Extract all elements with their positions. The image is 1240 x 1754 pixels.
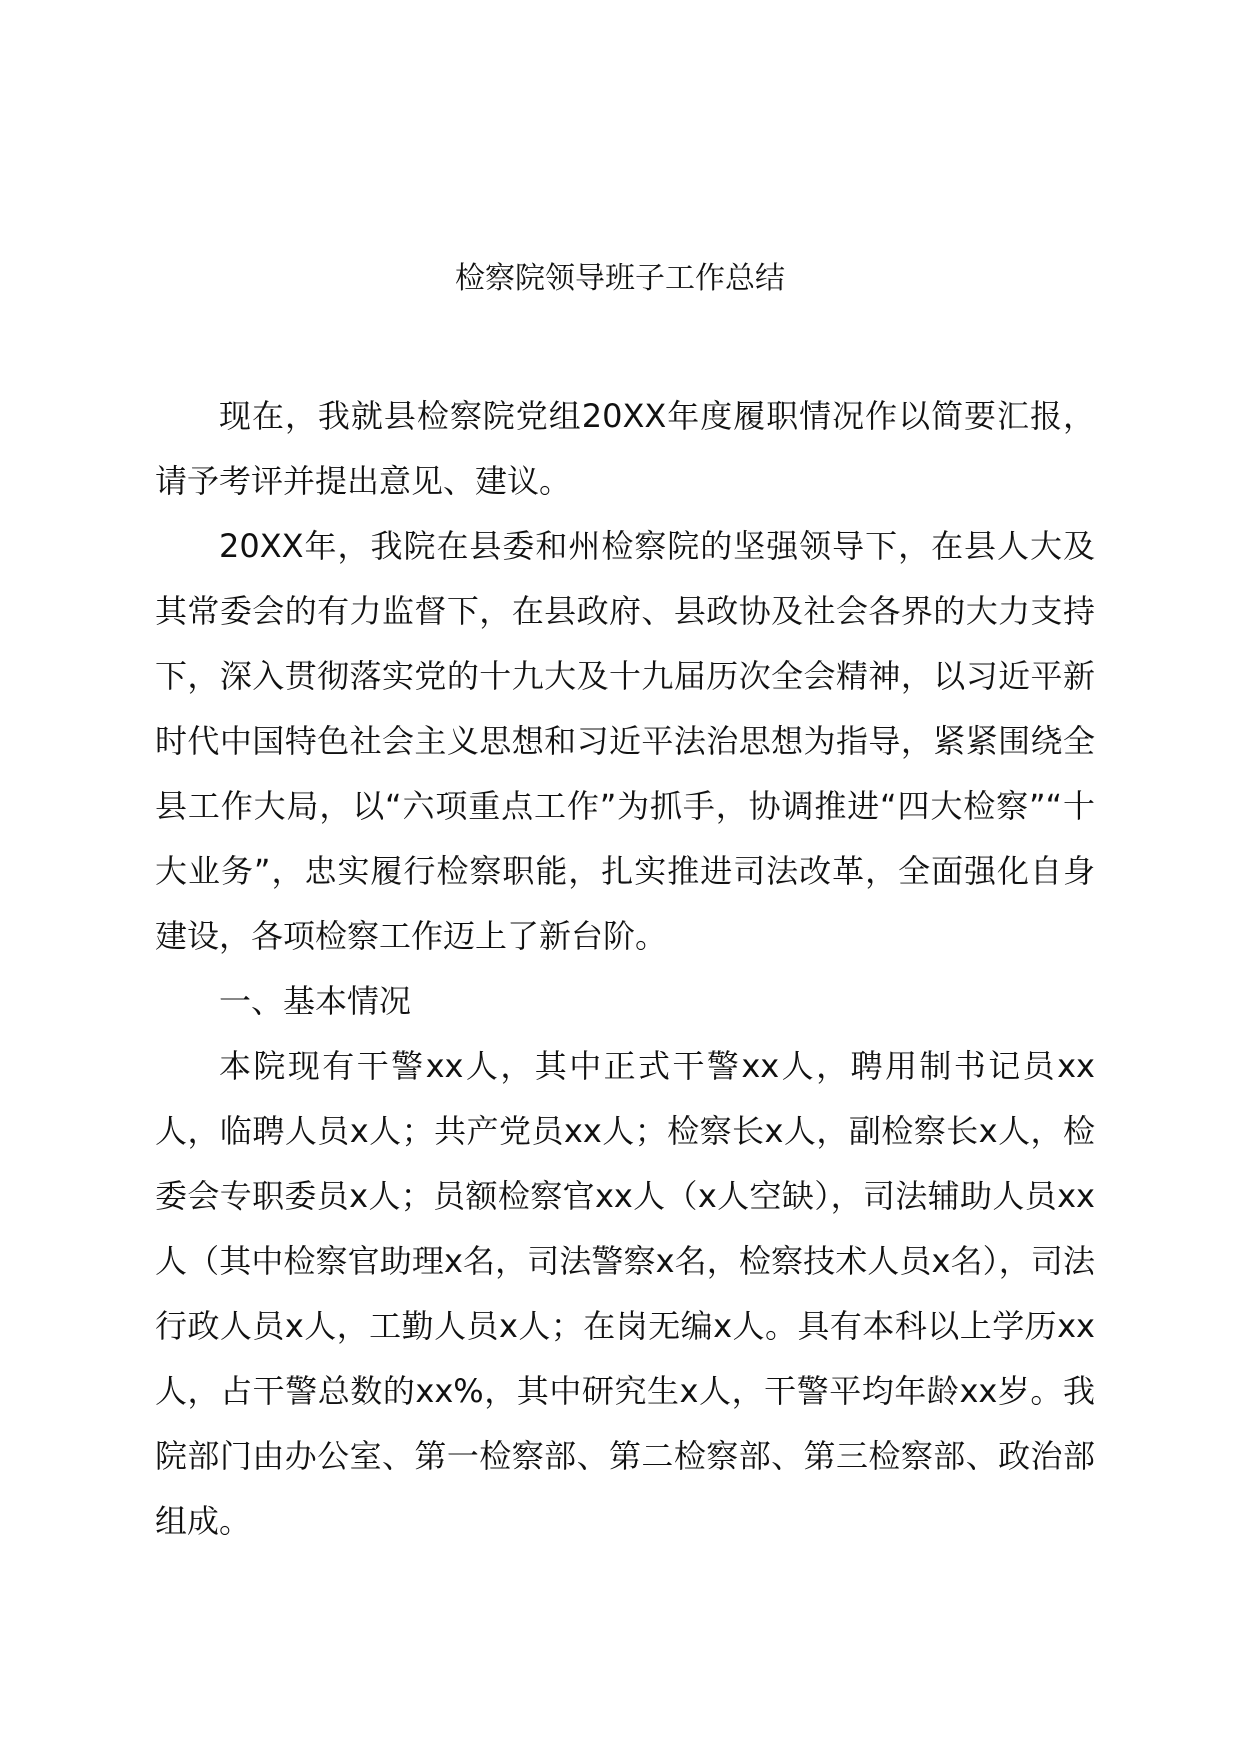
document-title: 检察院领导班子工作总结 [455,261,785,296]
paragraph-overview: 20XX年，我院在县委和州检察院的坚强领导下，在县人大及其常委会的有力监督下，在县政府、县政协及社会各界的大力支持下，深入贯彻落实党的十九大及十九届历次全会精神，以习近平新时代中国特色社会主义思想和习近平法治思想为指导，紧紧围绕全县工作大局，以“六项重点工作”为抓手，协调推进“四大检察”“十大业务”，忠实履行检察职能，扎实推进司法改革，全面强化自身建设，各项检察工作迈上了新台阶。 [155,527,1095,955]
paragraph-staffing: 本院现有干警xx人，其中正式干警xx人，聘用制书记员xx人，临聘人员x人；共产党员xx人；检察长x人，副检察长x人，检委会专职委员x人；员额检察官xx人（x人空缺），司法辅助人员xx人（其中检察官助理x名，司法警察x名，检察技术人员x名），司法行政人员x人，工勤人员x人；在岗无编x人。具有本科以上学历xx人，占干警总数的xx%，其中研究生x人，干警平均年龄xx岁。我院部门由办公室、第一检察部、第二检察部、第三检察部、政治部组成。 [155,1047,1095,1540]
paragraph-intro: 现在，我就县检察院党组20XX年度履职情况作以简要汇报，请予考评并提出意见、建议。 [155,397,1095,500]
document-body [155,384,1095,1554]
section-heading-basic-situation: 一、基本情况 [219,982,412,1020]
